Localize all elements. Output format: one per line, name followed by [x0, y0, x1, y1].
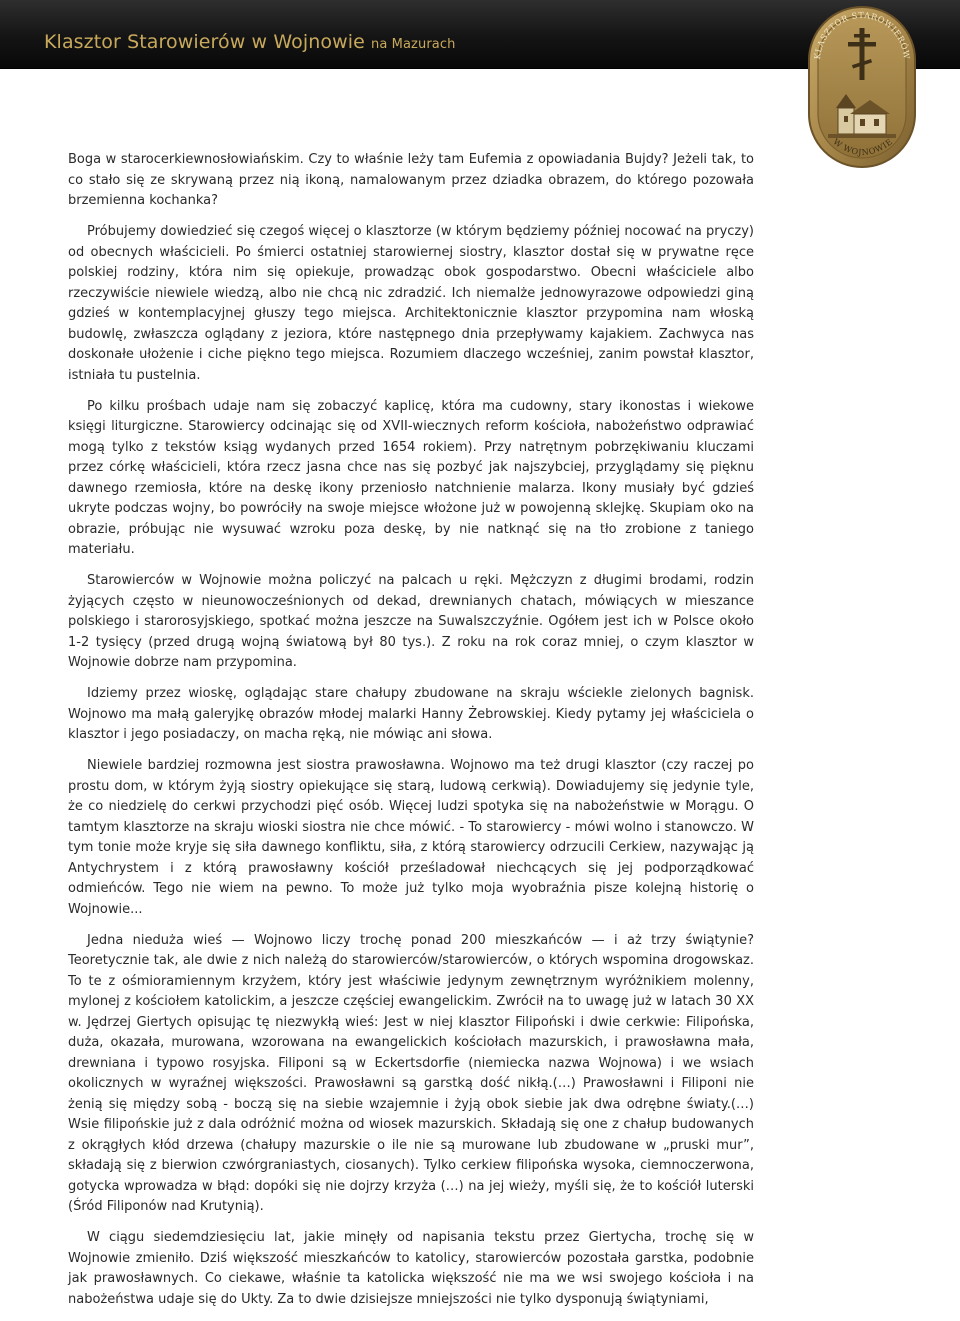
paragraph: Próbujemy dowiedzieć się czegoś więcej o klasztorze (w którym będziemy później nocować na pryczy) od obecnych właścicieli. Po śmierci ostatniej starowiernej siostry, klasztor dostał się w prywatne ręce polskiej rodziny, która nim się opiekuje, prowadząc obok gospodarstwo. Obecni właściciele albo rzeczywiście niewiele wiedzą, albo nie chcą nic zdradzić. Ich niemalże jednowyrazowe odpowiedzi giną gdzieś w kontemplacyjnej głuszy tego miejsca. Architektonicznie klasztor przypomina nam włoską budowlę, zwłaszcza oglądany z jeziora, które następnego dnia przepływamy kajakiem. Zachwyca nas doskonałe ułożenie i ciche piękno tego miejsca. Rozumiem dlaczego wcześniej, zanim powstał klasztor, istniała tu pustelnia.	[68, 224, 754, 383]
paragraph: Jedna nieduża wieś — Wojnowo liczy trochę ponad 200 mieszkańców — i aż trzy świątynie? Teoretycznie tak, ale dwie z nich należą do starowierców/starowierców, o których wspomina drogowskaz. To te z ośmioramiennym krzyżem, który jest właściwie jedynym zewnętrznym wyróżnikiem molenny, mylonej z kościołem katolickim, a jeszcze częściej ewangelickim. Zwrócił na to uwagę już w latach 30 XX w. Jędrzej Giertych opisując tę niezwykłą wieś: Jest w niej klasztor Filipoński i dwie cerkwie: Filipońska, duża, okazała, murowana, wzorowana na ewangelickich kościołach mazurskich, i prawosławna mała, drewniana i typowo rosyjska. Filiponi są w Eckertsdorfie (niemiecka nazwa Wojnowa) i we wsiach okolicznych w wyraźnej większości. Prawosławni są garstką dość nikłą.(…) Prawosławni i Filiponi nie żenią się między sobą - boczą się na siebie wzajemnie i żyją obok siebie jak dwa odrębne światy.(…) Wsie filipońskie już z dala odróżnić można od wiosek mazurskich. Składają się one z chałup budowanych z okrągłych kłód drzewa (chałupy mazurskie o ile nie są murowane lub zbudowane w „pruski mur”, składają się z bierwion czwórgraniastych, ciosanych). Tylko cerkiew filipońska wysoka, ciemnoczerwona, gotycka wprowadza w błąd: dopóki się nie dojrzy krzyża (…) na jej wieży, myśli się, że to kościół luterski (Śród Filiponów nad Krutynią).	[68, 932, 754, 1214]
monastery-badge-logo	[806, 4, 918, 170]
paragraph: Niewiele bardziej rozmowna jest siostra prawosławna. Wojnowo ma też drugi klasztor (czy raczej po prostu dom, w którym żyją siostry opiekujące się starą, ludową cerkwią). Dowiadujemy się jedynie tyle, że co niedzielę do cerkwi przychodzi pięć osób. Więcej ludzi spotyka się na nabożeństwie w Morągu. O tamtym klasztorze na skraju wioski siostra nie chce mówić. - To starowiercy - mówi wolno i stanowczo. W tym tonie może kryje się siła dawnego konfliktu, siła, z którą starowiercy odrzucili Cerkiew, nazywając ją Antychrystem i z którą prawosławny kościół prześladował niechcących się jej podporządkować odmieńców. Tego nie wiem na pewno. To może już tylko moja wyobraźnia pisze kolejną historię o Wojnowie...	[68, 758, 754, 917]
badge-text-bottom: W WOJNOWIE	[831, 136, 895, 158]
paragraph: W ciągu siedemdziesięciu lat, jakie minęły od napisania tekstu przez Giertycha, trochę się w Wojnowie zmieniło. Dziś większość mieszkańców to katolicy, starowierców pozostała garstka, podobnie jak prawosławnych. Co ciekawe, właśnie ta katolicka większość nie ma we wsi swojego kościoła i na nabożeństwa udaje się do Ukty. Za to dwie dzisiejsze mniejszości nie tylko dysponują świątyniami,	[68, 1230, 754, 1307]
title-main: Klasztor Starowierów w Wojnowie	[44, 31, 365, 53]
page-title	[44, 30, 455, 57]
article-body	[68, 150, 754, 1321]
badge-text-top: KLASZTOR STAROWIERÓW	[811, 9, 913, 60]
title-sub: na Mazurach	[371, 37, 456, 52]
paragraph: Idziemy przez wioskę, oglądając stare chałupy zbudowane na skraju wściekle zielonych bagnisk. Wojnowo ma małą galeryjkę obrazów młodej malarki Hanny Żebrowskiej. Kiedy pytamy jej właściciela o klasztor i jego posiadaczy, on macha ręką, nie mówiąc ani słowa.	[68, 686, 754, 742]
paragraph: Po kilku prośbach udaje nam się zobaczyć kaplicę, która ma cudowny, stary ikonostas i wiekowe księgi liturgiczne. Starowiercy odcinając się od XVII-wiecznych reform kościoła, nabożeństwo odprawiać mogą tylko z tekstów ksiąg wydanych przed 1654 rokiem). Przy natrętnym pobrzękiwaniu kluczami przez córkę właścicieli, która rzecz jasna chce nas się pozbyć jak najszybciej, przyglądamy się pięknu dawnego rzemiosła, które na deskę ikony przeniosło natchnienie malarza. Ikony musiały być gdzieś ukryte podczas wojny, bo powróciły na swoje miejsce włożone już w powojenną sklejkę. Skupiam oko na obrazie, próbując nie wysuwać wzroku poza deskę, by nie natknąć się na tło zrobione z taniego materiału.	[68, 398, 754, 557]
paragraph: Boga w starocerkiewnosłowiańskim. Czy to właśnie leży tam Eufemia z opowiadania Bujdy? Jeżeli tak, to co stało się ze skrywaną przez nią ikoną, namalowanym przez dziadka obrazem, do którego pozowała brzemienna kochanka?	[68, 152, 754, 208]
paragraph: Starowierców w Wojnowie można policzyć na palcach u ręki. Mężczyzn z długimi brodami, rodzin żyjących często w nieunowocześnionych od dekad, drewnianych chatach, mówiących w mieszance polskiego i starorosyjskiego, spotkać można jeszcze na Suwalszczyźnie. Ogółem jest ich w Polsce około 1-2 tysięcy (przed drugą wojną światową był 80 tys.). Z roku na rok coraz mniej, o czym klasztor w Wojnowie dobrze nam przypomina.	[68, 573, 754, 670]
